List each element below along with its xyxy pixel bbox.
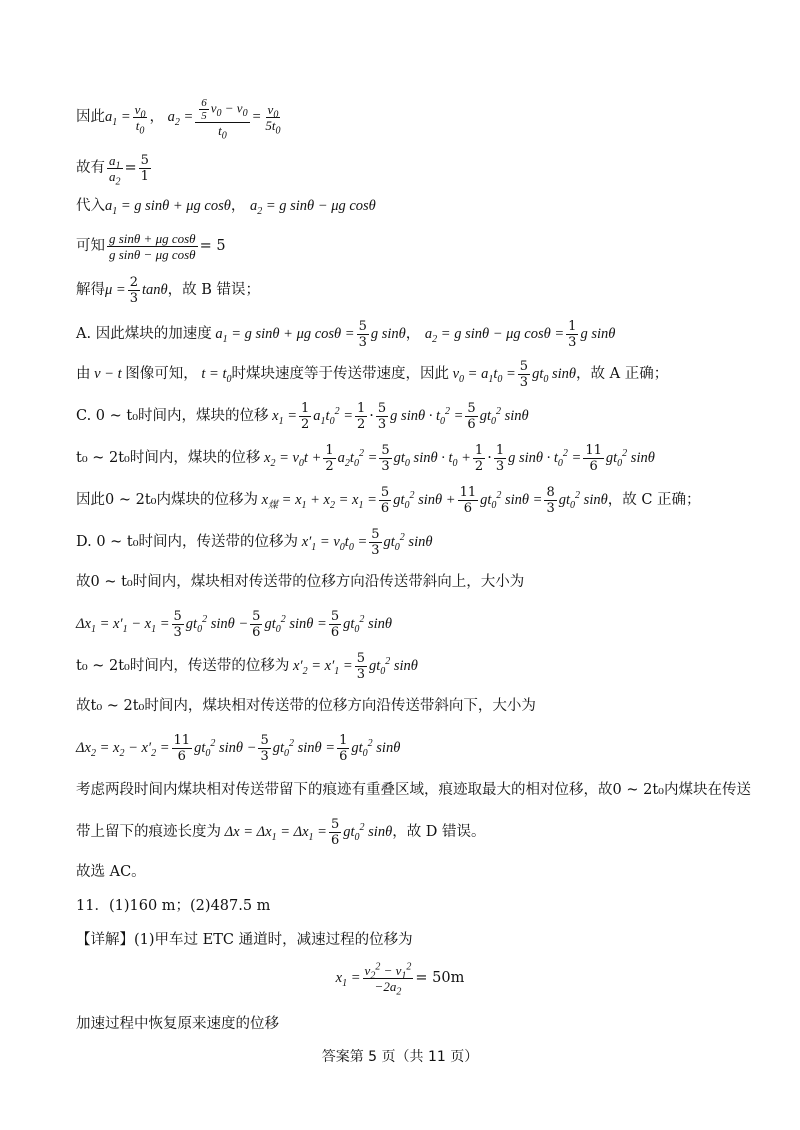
line-relative-down: [76, 696, 760, 716]
text: ，故 B 错误；: [167, 282, 261, 298]
text: t₀ ~ 2t₀时间内，传送带的位移为: [76, 658, 290, 674]
line-trace-length: 带上留下的痕迹长度为 $\Delta x = \Delta x_1 = \Delta x_1$ = $\frac{5}{6}$ $gt_0^2$ sinθ ，故 D 错误。: [76, 816, 486, 848]
text: 因此: [76, 109, 105, 125]
line-ratio: 故有 $\frac{a_1}{a_2}$ = $\frac{5}{1}$: [76, 152, 149, 188]
line-total-displacement: 因此0 ~ 2t₀内煤块的位移为 $x_煤 = x_1 + x_2 = x_1$ = $\frac{5}{6}$ $gt_0^2$ sinθ + $\frac{11}{6}$ $gt_0^2$ sinθ = $\frac{8}{3}$ $gt_0^2$ sinθ ，故 C 正确；: [76, 484, 701, 516]
line-vt-graph: 由 v − t 图像可知， $t = t_0$ 时煤块速度等于传送带速度，因此 $v_0 = a_1t_0$ = $\frac{5}{3}$ $gt_0$ sinθ ，故 A 正确；: [76, 358, 669, 390]
text: D. 0 ~ t₀时间内，传送带的位移为: [76, 534, 299, 550]
text: 图像可知，: [125, 366, 198, 382]
text: C. 0 ~ t₀时间内，煤块的位移: [76, 408, 269, 424]
text: 代入: [76, 198, 105, 214]
line-accelerations: 因此 $a_1$ = $\frac{v_0}{t_0}$ ， $a_2$ = $\frac{6}{5}$ $v_0 - v_0$ $t_0$ = $\frac{v_0}{5t_0}$: [76, 96, 281, 142]
page-footer: 答案第 5 页（共 11 页）: [321, 1049, 479, 1065]
line-overlap: [76, 780, 760, 800]
text: 故有: [76, 160, 105, 176]
text: ，故 C 正确；: [607, 492, 701, 508]
line-option-d: D. 0 ~ t₀时间内，传送带的位移为 $x'_1 = v_0t_0$ = $\frac{5}{3}$ $gt_0^2$ sinθ: [76, 526, 433, 558]
text: 可知: [76, 238, 105, 254]
line-known: 可知 $\frac{\text{g sinθ + μg cosθ}}{\text{g sinθ − μg cosθ}}$ = 5: [76, 230, 226, 262]
line-belt-second: t₀ ~ 2t₀时间内，传送带的位移为 $x'_2 = x'_1$ = $\frac{5}{3}$ $gt_0^2$ sinθ: [76, 650, 418, 682]
text: 故t₀ ~ 2t₀时间内，煤块相对传送带的位移方向沿传送带斜向下，大小为: [76, 698, 536, 714]
text: 时煤块速度等于传送带速度，因此: [231, 366, 449, 382]
line-solve-mu: 解得 μ = $\frac{2}{3}$ tanθ ，故 B 错误；: [76, 274, 261, 306]
text: 11．(1)160 m；(2)487.5 m: [76, 898, 271, 914]
line-delta-x2: $\Delta x_2 = x_2 - x'_2$ = $\frac{11}{6}$ $gt_0^2$ sinθ − $\frac{5}{3}$ $gt_0^2$ sinθ = $\frac{1}{6}$ $gt_0^2$ sinθ: [76, 732, 401, 764]
line-option-c: C. 0 ~ t₀时间内，煤块的位移 $x_1$ = $\frac{1}{2}$ $a_1t_0^2$ = $\frac{1}{2}$ · $\frac{5}{3}$ g $\sin\theta \cdot t_0^2$ = $\frac{5}{6}$ $gt_0^2$ sinθ: [76, 400, 529, 432]
line-accel-process: [76, 1014, 760, 1034]
text: ，故 A 正确；: [576, 366, 669, 382]
text: 考虑两段时间内煤块相对传送带留下的痕迹有重叠区域，痕迹取最大的相对位移，故0 ~ 2t₀内煤块在传送: [76, 782, 751, 798]
text: 由: [76, 366, 91, 382]
line-detail: [76, 930, 760, 950]
line-delta-x1: $\Delta x_1 = x'_1 - x_1$ = $\frac{5}{3}$ $gt_0^2$ sinθ − $\frac{5}{6}$ $gt_0^2$ sinθ = $\frac{5}{6}$ $gt_0^2$ sinθ: [76, 608, 393, 640]
text: 故0 ~ t₀时间内，煤块相对传送带的位移方向沿传送带斜向上，大小为: [76, 574, 525, 590]
line-relative-up: [76, 572, 760, 592]
text: ，故 D 错误。: [392, 824, 486, 840]
line-answer: [76, 862, 760, 882]
text: A. 因此煤块的加速度: [76, 326, 212, 342]
text: 故选 AC。: [76, 864, 146, 880]
text: t₀ ~ 2t₀时间内，煤块的位移: [76, 450, 261, 466]
text: 解得: [76, 282, 105, 298]
line-x1-equation: $x_1$ = $\frac{v_2^2 - v_1^2}{-2a_2}$ = 50m: [335, 961, 465, 998]
text: 带上留下的痕迹长度为: [76, 824, 221, 840]
line-option-a: A. 因此煤块的加速度 $a_1 = g$ sinθ + μg cosθ = $\frac{5}{3}$ g sinθ ， $a_2 = g$ sinθ − μg cosθ = $\frac{1}{3}$ g sinθ: [76, 318, 616, 350]
text: 因此0 ~ 2t₀内煤块的位移为: [76, 492, 258, 508]
line-second-interval: t₀ ~ 2t₀时间内，煤块的位移 $x_2 = v_0t$ + $\frac{1}{2}$ $a_2t_0^2$ = $\frac{5}{3}$ $gt_0$ $\sin\theta \cdot t_0$ + $\frac{1}{2}$ · $\frac{1}{3}$ g $\sin\theta \cdot t_0^2$ = $\frac{11}{6}$ $gt_0^2$ sinθ: [76, 442, 655, 474]
text: 【详解】(1)甲车过 ETC 通道时，减速过程的位移为: [76, 932, 413, 948]
text: 加速过程中恢复原来速度的位移: [76, 1016, 279, 1032]
line-substitute: 代入 $a_1 = g$ sinθ + μg cosθ ， $a_2 = g$ sinθ − μg cosθ: [76, 198, 376, 217]
line-q11: [76, 896, 760, 916]
